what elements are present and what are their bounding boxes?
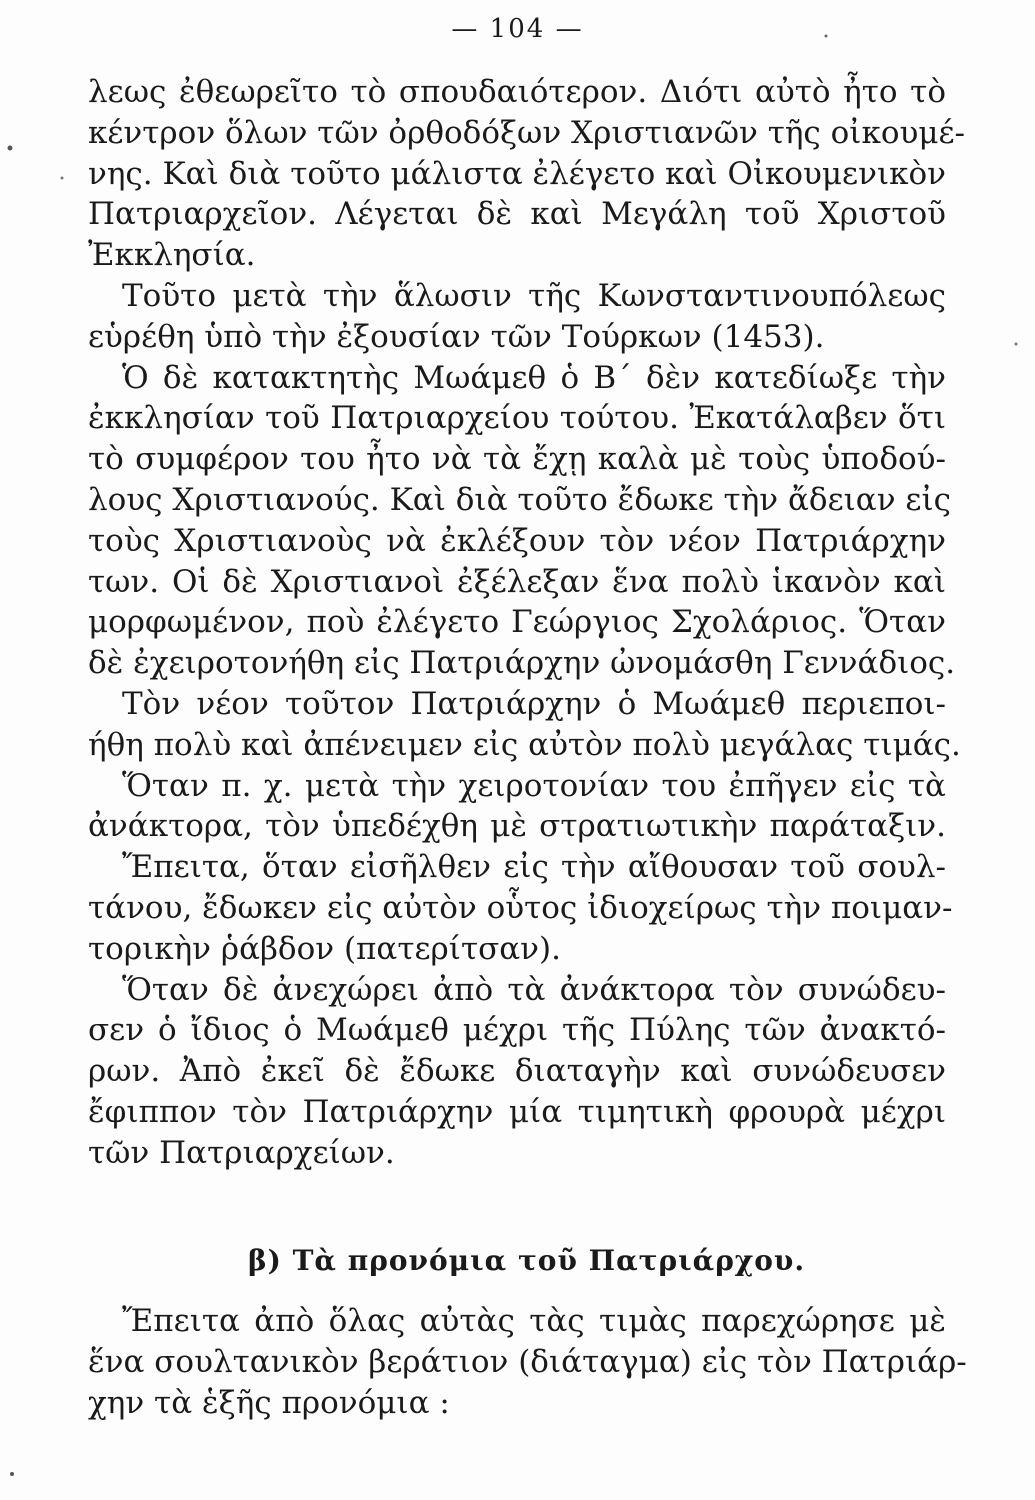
text-line: λους Χριστιανούς. Καὶ διὰ τοῦτο ἔδωκε τὴν ἄδειαν εἰς: [88, 481, 951, 518]
text-line: τὸ συμφέρον του ἦτο νὰ τὰ ἔχῃ καλὰ μὲ τοὺς ὑποδού-: [88, 441, 946, 478]
scan-speck: [1015, 343, 1018, 346]
text-line: των. Οἱ δὲ Χριστιανοὶ ἐξέλεξαν ἕνα πολὺ ἱκανὸν καὶ: [88, 563, 946, 600]
text-line: νης. Καὶ διὰ τοῦτο μάλιστα ἐλέγετο καὶ Οἰκουμενικὸν: [88, 155, 946, 192]
paragraph-start-line: Ὁ δὲ κατακτητὴς Μωάμεθ ὁ Β΄ δὲν κατεδίωξε τὴν: [122, 359, 946, 396]
paragraph-start-line: Ἔπειτα ἀπὸ ὅλας αὐτὰς τὰς τιμὰς παρεχώρησε μὲ: [122, 1303, 946, 1340]
text-line: ἕνα σουλτανικὸν βεράτιον (διάταγμα) εἰς τὸν Πατριάρ-: [88, 1344, 967, 1381]
text-line: τῶν Πατριαρχείων.: [88, 1134, 395, 1171]
scan-speck: [8, 146, 13, 151]
scan-speck: [61, 177, 64, 180]
body-text: [88, 72, 967, 1424]
page-number: — 104 —: [451, 14, 584, 44]
text-line: δὲ ἐχειροτονήθη εἰς Πατριάρχην ὠνομάσθη Γεννάδιος.: [88, 645, 956, 682]
text-line: ρων. Ἀπὸ ἐκεῖ δὲ ἔδωκε διαταγὴν καὶ συνώδευσεν: [88, 1053, 946, 1090]
scan-speck: [10, 1472, 14, 1476]
paragraph-start-line: Ἔπειτα, ὅταν εἰσῆλθεν εἰς τὴν αἴθουσαν τοῦ σουλ-: [122, 849, 946, 886]
text-line: ἀνάκτορα, τὸν ὑπεδέχθη μὲ στρατιωτικὴν παράταξιν.: [88, 808, 946, 845]
text-line: τοὺς Χριστιανοὺς νὰ ἐκλέξουν τὸν νέον Πατριάρχην: [88, 522, 946, 559]
text-line: μορφωμένον, ποὺ ἐλέγετο Γεώργιος Σχολάριος. Ὅταν: [88, 604, 946, 641]
paragraph-start-line: Ὅταν π. χ. μετὰ τὴν χειροτονίαν του ἐπῆγεν εἰς τὰ: [122, 767, 946, 804]
text-line: λεως ἐθεωρεῖτο τὸ σπουδαιότερον. Διότι αὐτὸ ἦτο τὸ: [88, 74, 946, 110]
paragraph-start-line: Τὸν νέον τοῦτον Πατριάρχην ὁ Μωάμεθ περιεποι-: [122, 685, 946, 722]
paragraph-start-line: Τοῦτο μετὰ τὴν ἅλωσιν τῆς Κωνσταντινουπόλεως: [122, 277, 946, 314]
text-line: εὑρέθη ὑπὸ τὴν ἐξουσίαν τῶν Τούρκων (1453).: [88, 318, 825, 355]
text-line: κέντρον ὅλων τῶν ὀρθοδόξων Χριστιανῶν τῆς οἰκουμέ-: [88, 114, 966, 151]
text-line: τάνου, ἔδωκεν εἰς αὐτὸν οὗτος ἰδιοχείρως τὴν ποιμαν-: [88, 889, 953, 926]
text-line: χην τὰ ἑξῆς προνόμια :: [88, 1384, 450, 1421]
section-heading: β) Τὰ προνόμια τοῦ Πατριάρχου.: [248, 1243, 806, 1277]
text-line: ἔφιππον τὸν Πατριάρχην μία τιμητικὴ φρουρὰ μέχρι: [88, 1093, 946, 1130]
text-line: σεν ὁ ἴδιος ὁ Μωάμεθ μέχρι τῆς Πύλης τῶν ἀνακτό-: [88, 1012, 946, 1049]
text-line: ήθη πολὺ καὶ ἀπένειμεν εἰς αὐτὸν πολὺ μεγάλας τιμάς.: [88, 726, 961, 763]
text-line: Πατριαρχεῖον. Λέγεται δὲ καὶ Μεγάλη τοῦ Χριστοῦ: [88, 196, 946, 233]
paragraph-start-line: Ὅταν δὲ ἀνεχώρει ἀπὸ τὰ ἀνάκτορα τὸν συνώδευ-: [122, 971, 946, 1008]
text-line: ἐκκλησίαν τοῦ Πατριαρχείου τούτου. Ἐκατάλαβεν ὅτι: [88, 400, 946, 437]
text-line: τορικὴν ῥάβδον (πατερίτσαν).: [88, 930, 561, 967]
text-line: Ἐκκλησία.: [88, 237, 256, 274]
